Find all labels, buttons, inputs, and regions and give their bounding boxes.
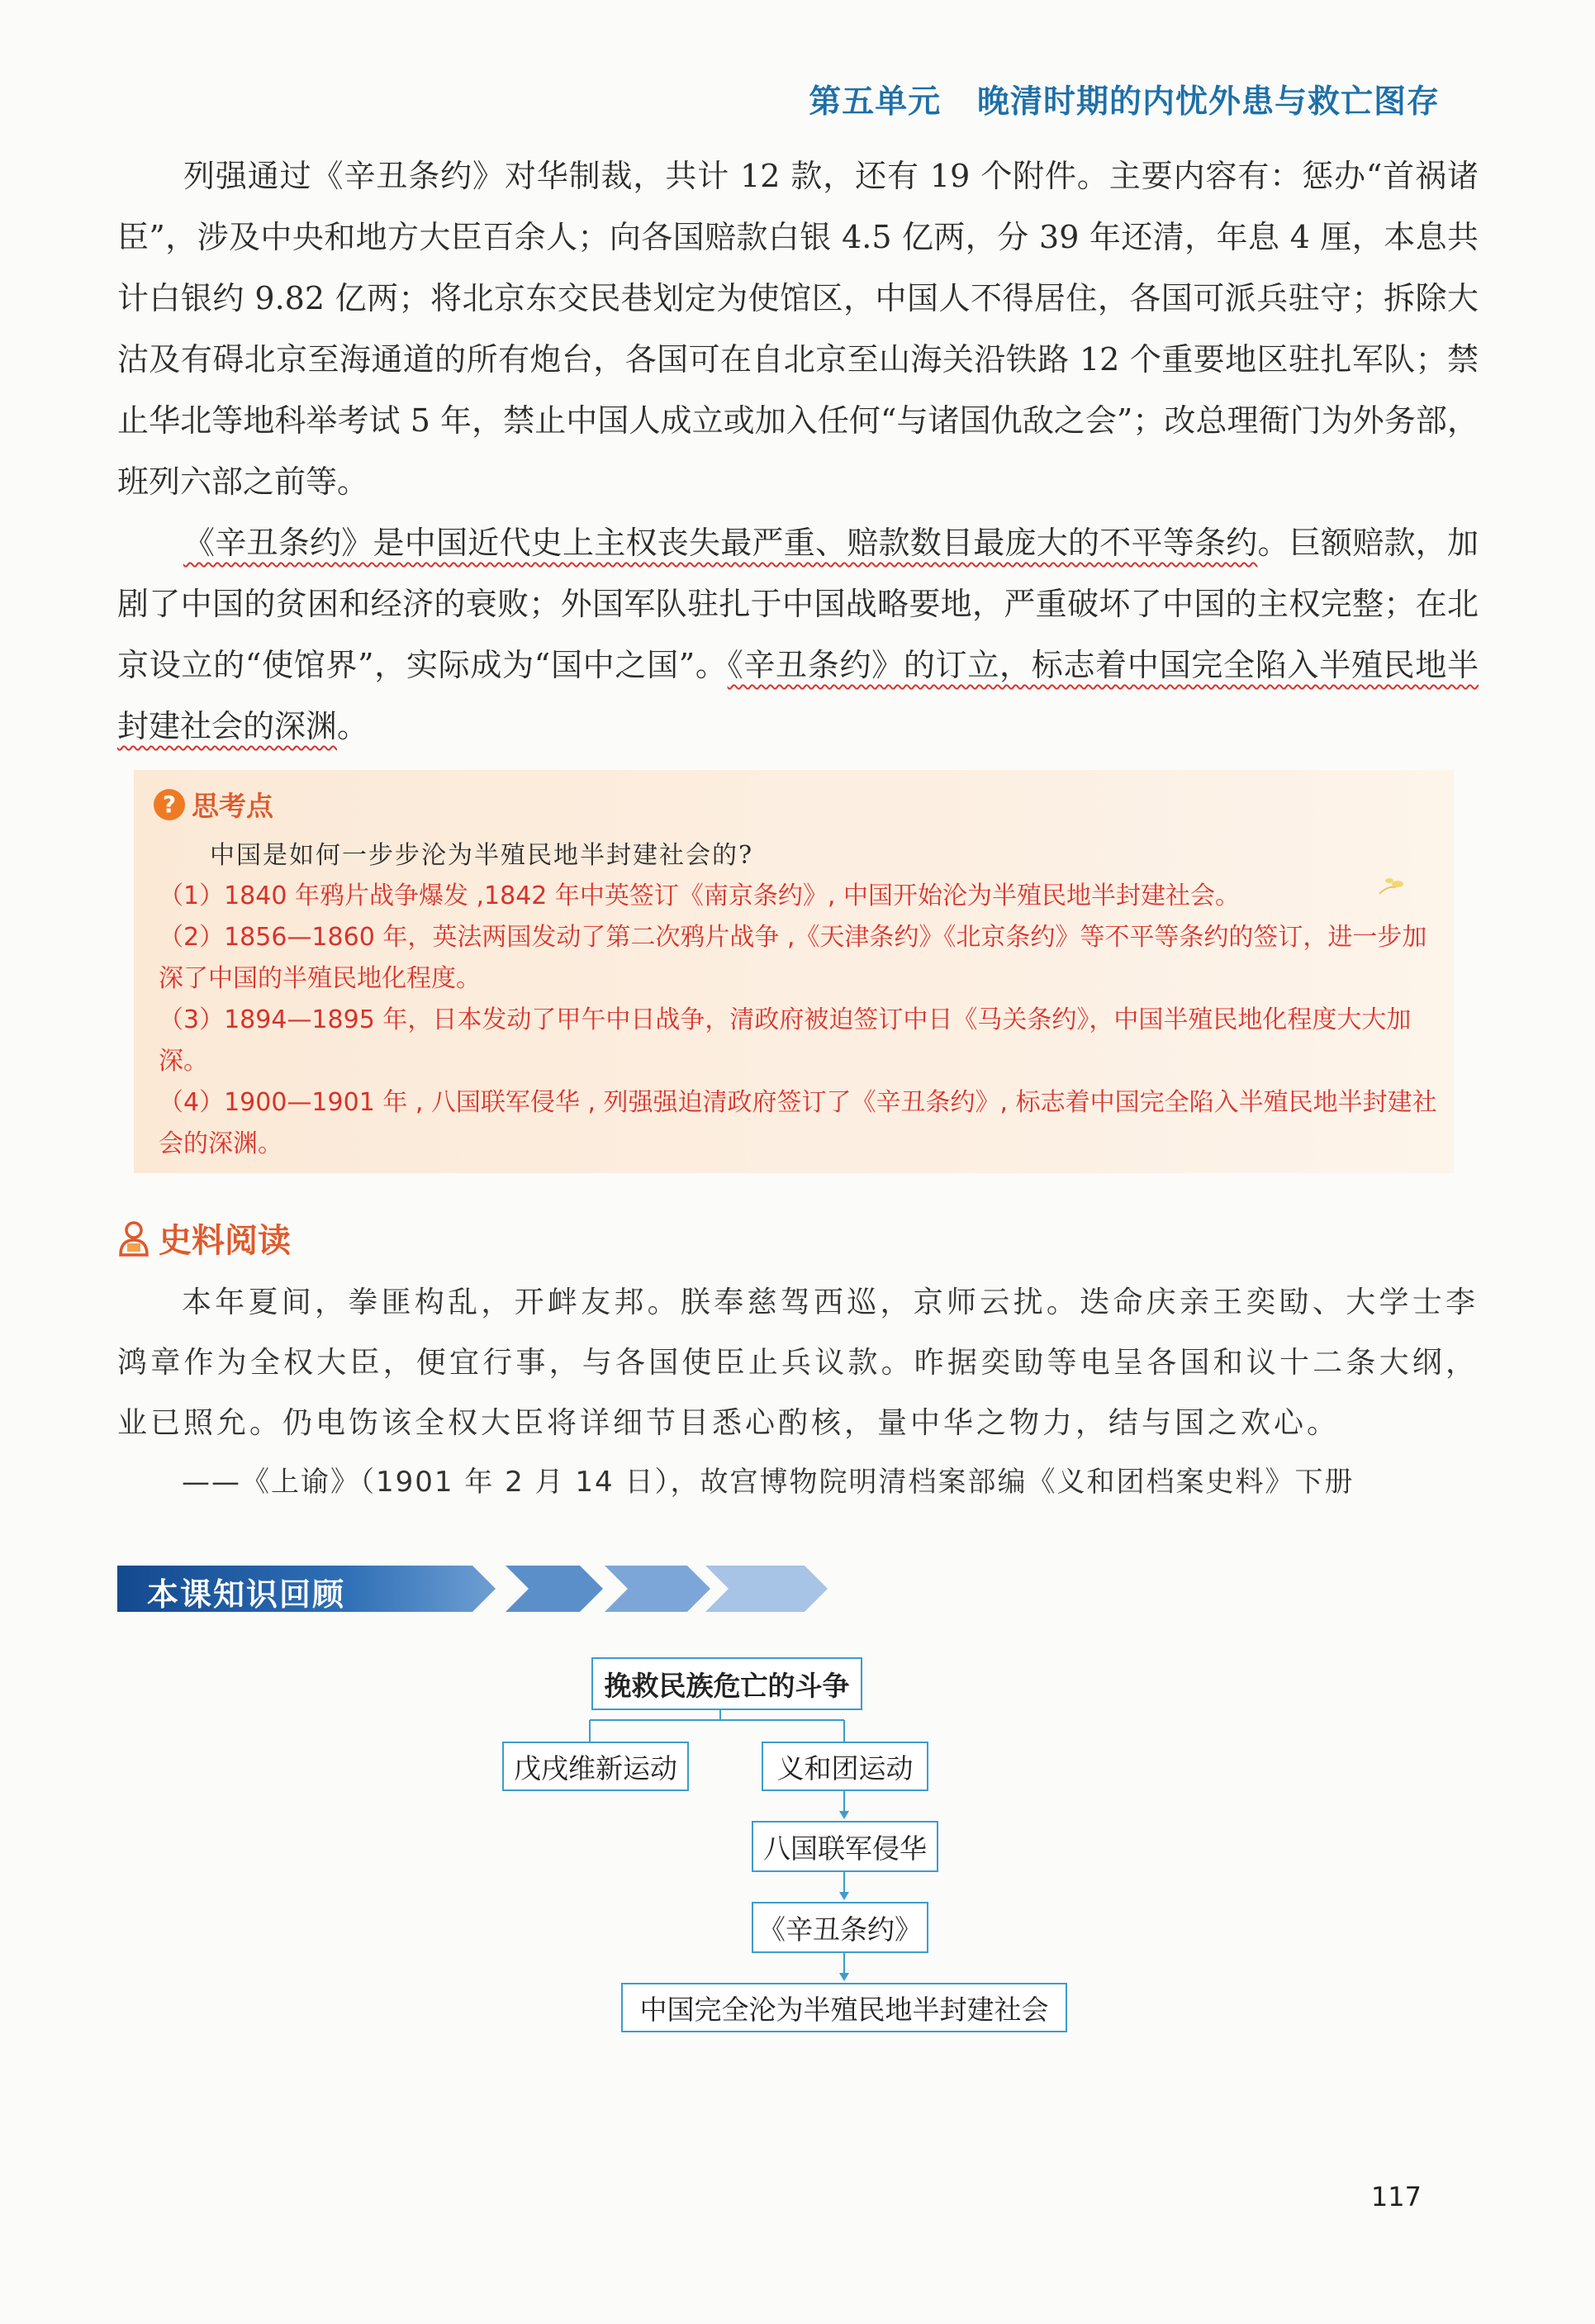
diagram-root-box bbox=[591, 1657, 862, 1710]
answer-item: （3）1894—1895 年，日本发动了甲午中日战争，清政府被迫签订中日《马关条约》，中国半殖民地化程度大大加深。 bbox=[159, 1005, 1412, 1076]
diagram-right-box bbox=[762, 1742, 928, 1791]
diagram-step3-label: 中国完全沦为半殖民地半封建社会 bbox=[639, 1993, 1049, 2026]
underlined-phrase-2: 《辛丑条约》的订立，标志着中国完全陷入半殖民地半封建社会的深渊 bbox=[117, 647, 1479, 744]
paragraph-2-middle: 。巨额赔款，加剧了中国的贫困和经济的衰败；外国军队驻扎于中国战略要地，严重破坏了中国的主权完整；在北京设立的“使馆界”，实际成为“国中之国”。 bbox=[117, 525, 1479, 683]
review-title: 本课知识回顾 bbox=[147, 1576, 346, 1613]
think-title-label: 思考点 bbox=[192, 790, 273, 822]
diagram-root-label: 挽救民族危亡的斗争 bbox=[604, 1669, 850, 1702]
paragraph-1: 列强通过《辛丑条约》对华制裁，共计 12 款，还有 19 个附件。主要内容有：惩办“首祸诸臣”，涉及中央和地方大臣百余人；向各国赔款白银 4.5 亿两，分 39 年还清，年息 4 厘，本息共计白银约 9.82 亿两；将北京东交民巷划定为使馆区，中国人不得居住，各国可派兵驻守；拆除大沽及有碍北京至海通道的所有炮台，各国可在自北京至山海关沿铁路 12 个重要地区驻扎军队；禁止华北等地科举考试 5 年，禁止中国人成立或加入任何“与诸国仇敌之会”；改总理衙门为外务部，班列六部之前等。 bbox=[117, 158, 1479, 500]
unit-title: 晚清时期的内忧外患与救亡图存 bbox=[976, 83, 1440, 121]
diagram-step2-box bbox=[752, 1902, 928, 1953]
answer-item: （1）1840 年鸦片战争爆发 ,1842 年中英签订《南京条约》, 中国开始沦为半殖民地半封建社会。 bbox=[159, 882, 1240, 910]
diagram-step1-label: 八国联军侵华 bbox=[763, 1832, 927, 1865]
paragraph-2-end: 。 bbox=[337, 708, 369, 744]
reading-title-label: 史料阅读 bbox=[159, 1222, 291, 1260]
question-icon: ? bbox=[154, 789, 185, 820]
answer-item: （2）1856—1860 年，英法两国发动了第二次鸦片战争 ,《天津条约》《北京条约》等不平等条约的签订，进一步加深了中国的半殖民地化程度。 bbox=[159, 923, 1427, 993]
diagram-right-label: 义和团运动 bbox=[776, 1751, 914, 1785]
think-question: 中国是如何一步步沦为半殖民地半封建社会的? bbox=[210, 841, 754, 870]
reading-source: ——《上谕》（1901 年 2 月 14 日），故宫博物院明清档案部编《义和团档案史料》下册 bbox=[182, 1466, 1355, 1499]
diagram-step3-box bbox=[621, 1983, 1067, 2032]
unit-label: 第五单元 bbox=[809, 83, 942, 121]
answer-item: （4）1900—1901 年 , 八国联军侵华 , 列强强迫清政府签订了《辛丑条约》, 标志着中国完全陷入半殖民地半封建社会的深渊。 bbox=[159, 1088, 1437, 1158]
underlined-phrase-1: 《辛丑条约》是中国近代史上主权丧失最严重、赔款数目最庞大的不平等条约 bbox=[183, 525, 1258, 561]
page-number: 117 bbox=[1370, 2181, 1422, 2212]
diagram-left-label: 戊戌维新运动 bbox=[514, 1751, 677, 1785]
diagram-step1-box bbox=[752, 1821, 938, 1872]
reading-paragraph: 本年夏间，拳匪构乱，开衅友邦。朕奉慈驾西巡，京师云扰。迭命庆亲王奕劻、大学士李鸿章作为全权大臣，便宜行事，与各国使臣止兵议款。昨据奕劻等电呈各国和议十二条大纲，业已照允。仍电饬该全权大臣将详细节目悉心酌核，量中华之物力，结与国之欢心。 bbox=[117, 1286, 1479, 1440]
diagram-step2-label: 《辛丑条约》 bbox=[758, 1913, 922, 1946]
diagram-left-box bbox=[502, 1742, 689, 1791]
